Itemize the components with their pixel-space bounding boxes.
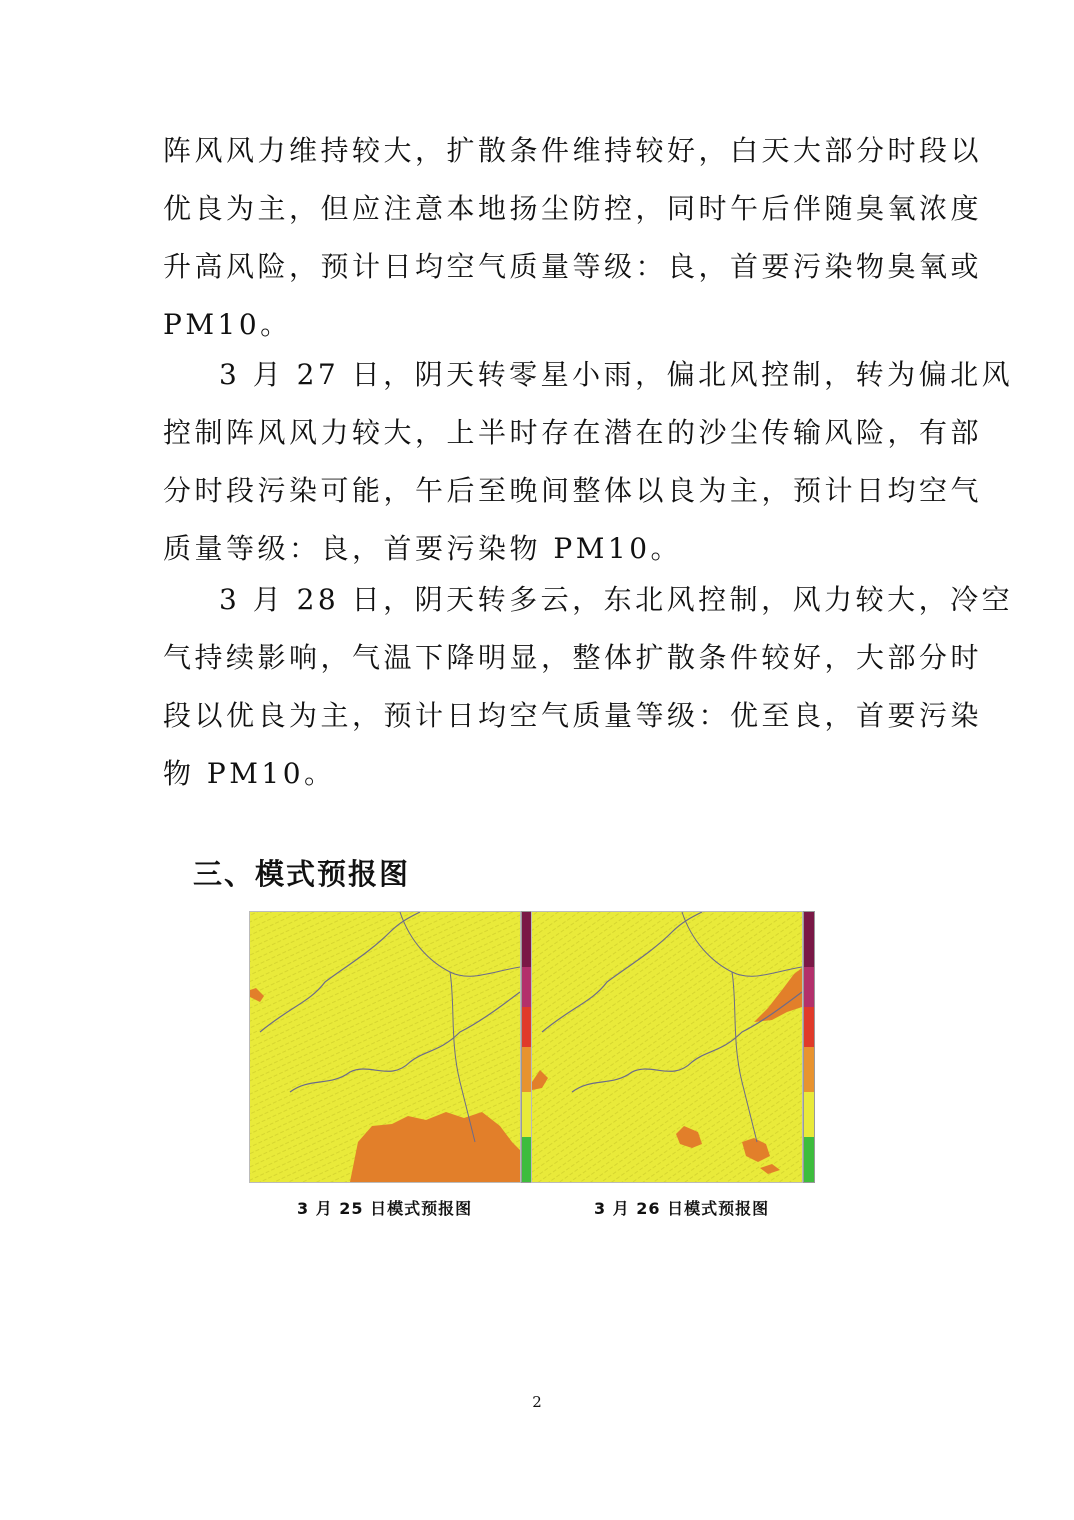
paragraph-3 (163, 571, 1014, 803)
text-line: 3 月 27 日，阴天转零星小雨，偏北风控制，转为偏北风 (219, 358, 1014, 391)
text-line: 阵风风力维持较大，扩散条件维持较好，白天大部分时段以 (163, 134, 983, 167)
figure-caption: 3 月 26 日模式预报图 (594, 1199, 770, 1218)
section-heading: 三、模式预报图 (193, 857, 411, 891)
text-line: 质量等级：良，首要污染物 PM10。 (163, 532, 683, 565)
forecast-map-mar25 (249, 911, 521, 1183)
text-line: 段以优良为主，预计日均空气质量等级：优至良，首要污染 (163, 699, 983, 732)
text-line: 气持续影响，气温下降明显，整体扩散条件较好，大部分时 (163, 641, 983, 674)
paragraph-2 (163, 346, 1014, 578)
text-line: 分时段污染可能，午后至晚间整体以良为主，预计日均空气 (163, 474, 983, 507)
text-line: 升高风险，预计日均空气质量等级：良，首要污染物臭氧或 (163, 250, 983, 283)
paragraph-1 (163, 122, 983, 354)
text-line: 物 PM10。 (163, 757, 336, 790)
text-line: 3 月 28 日，阴天转多云，东北风控制，风力较大，冷空 (219, 583, 1014, 616)
figure-caption: 3 月 25 日模式预报图 (297, 1199, 473, 1218)
forecast-map-mar26 (531, 911, 803, 1183)
text-line: PM10。 (163, 308, 292, 341)
map-color-legend (803, 911, 815, 1183)
text-line: 优良为主，但应注意本地扬尘防控，同时午后伴随臭氧浓度 (163, 192, 983, 225)
page-number: 2 (532, 1393, 542, 1411)
text-line: 控制阵风风力较大，上半时存在潜在的沙尘传输风险，有部 (163, 416, 983, 449)
